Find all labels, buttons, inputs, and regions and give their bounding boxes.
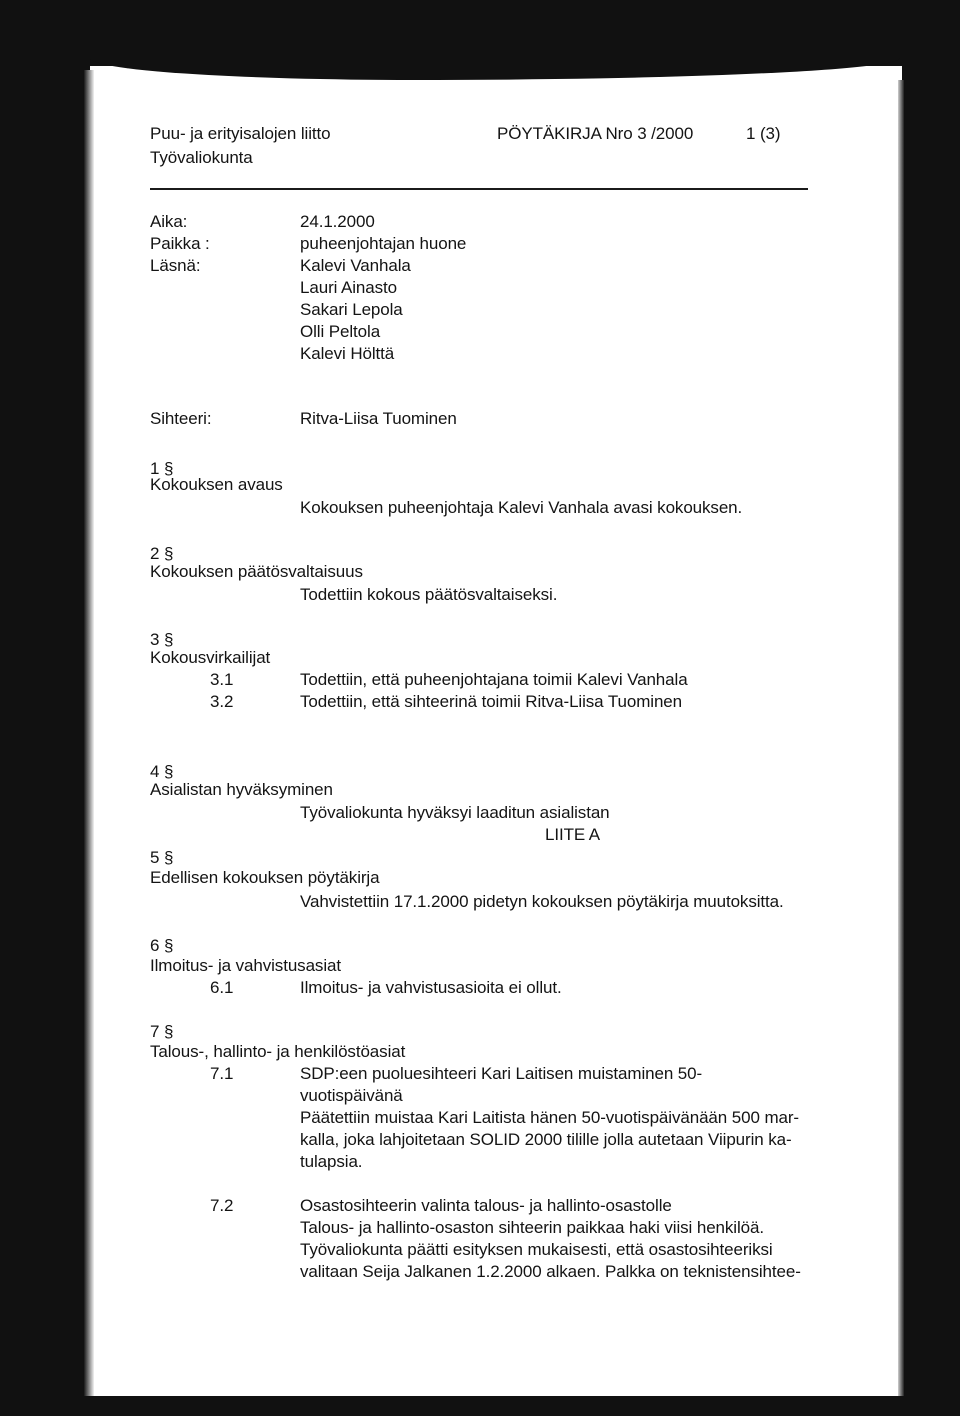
- section-5-title: Edellisen kokouksen pöytäkirja: [150, 868, 380, 887]
- page-number: 1 (3): [746, 124, 781, 143]
- section-1-number: 1 §: [150, 459, 174, 478]
- section-7-number: 7 §: [150, 1022, 174, 1041]
- section-1-text: Kokouksen puheenjohtaja Kalevi Vanhala avasi kokouksen.: [300, 498, 743, 517]
- paikka-value: puheenjohtajan huone: [300, 234, 467, 253]
- item-3-1-text: Todettiin, että puheenjohtajana toimii Kalevi Vanhala: [300, 670, 688, 689]
- section-1-title: Kokouksen avaus: [150, 475, 283, 494]
- attendee: Kalevi Vanhala: [300, 256, 411, 275]
- attendee: Sakari Lepola: [300, 300, 403, 319]
- attachment-label: LIITE A: [545, 825, 601, 844]
- sihteeri-label: Sihteeri:: [150, 409, 212, 428]
- aika-label: Aika:: [150, 212, 188, 231]
- section-5-text: Vahvistettiin 17.1.2000 pidetyn kokouksen pöytäkirja muutoksitta.: [300, 892, 784, 911]
- section-2-text: Todettiin kokous päätösvaltaiseksi.: [300, 585, 558, 604]
- section-3-number: 3 §: [150, 630, 174, 649]
- section-3-title: Kokousvirkailijat: [150, 648, 271, 667]
- section-6-title: Ilmoitus- ja vahvistusasiat: [150, 956, 341, 975]
- header-dept: Työvaliokunta: [150, 148, 253, 167]
- item-7-1-line: tulapsia.: [300, 1152, 363, 1171]
- paikka-label: Paikka :: [150, 234, 210, 253]
- section-7-title: Talous-, hallinto- ja henkilöstöasiat: [150, 1042, 406, 1061]
- item-7-1-number: 7.1: [210, 1064, 234, 1083]
- scan-border-top: [0, 0, 960, 66]
- header-org: Puu- ja erityisalojen liitto: [150, 124, 331, 143]
- item-3-2-text: Todettiin, että sihteerinä toimii Ritva-Liisa Tuominen: [300, 692, 683, 711]
- scan-border-bottom: [0, 1396, 960, 1416]
- section-4-text: Työvaliokunta hyväksyi laaditun asialistan: [300, 803, 610, 822]
- sihteeri-value: Ritva-Liisa Tuominen: [300, 409, 457, 428]
- scan-shadow-right: [898, 80, 904, 1416]
- lasna-label: Läsnä:: [150, 256, 201, 275]
- section-2-title: Kokouksen päätösvaltaisuus: [150, 562, 363, 581]
- scan-border-right: [902, 0, 960, 1416]
- header-divider: [150, 188, 808, 190]
- scan-border-left: [0, 0, 90, 1416]
- document-title: PÖYTÄKIRJA Nro 3 /2000: [497, 124, 694, 143]
- scan-border-top-edge: [90, 58, 900, 80]
- item-7-1-line: SDP:een puoluesihteeri Kari Laitisen muistaminen 50-: [300, 1064, 703, 1083]
- item-3-1-number: 3.1: [210, 670, 234, 689]
- item-7-2-line: Työvaliokunta päätti esityksen mukaisesti, että osastosihteeriksi: [300, 1240, 773, 1259]
- section-4-title: Asialistan hyväksyminen: [150, 780, 333, 799]
- section-4-number: 4 §: [150, 762, 174, 781]
- section-2-number: 2 §: [150, 544, 174, 563]
- item-3-2-number: 3.2: [210, 692, 234, 711]
- section-6-number: 6 §: [150, 936, 174, 955]
- item-7-2-number: 7.2: [210, 1196, 234, 1215]
- item-7-2-line: valitaan Seija Jalkanen 1.2.2000 alkaen. Palkka on teknistensihtee-: [300, 1262, 801, 1281]
- item-7-1-line: Päätettiin muistaa Kari Laitista hänen 50-vuotispäivänään 500 mar-: [300, 1108, 799, 1127]
- attendee: Kalevi Hölttä: [300, 344, 395, 363]
- item-7-1-line: vuotispäivänä: [300, 1086, 403, 1105]
- item-6-1-text: Ilmoitus- ja vahvistusasioita ei ollut.: [300, 978, 562, 997]
- item-7-2-line: Osastosihteerin valinta talous- ja hallinto-osastolle: [300, 1196, 672, 1215]
- item-7-1-line: kalla, joka lahjoitetaan SOLID 2000 tilille jolla autetaan Viipurin ka-: [300, 1130, 792, 1149]
- item-6-1-number: 6.1: [210, 978, 234, 997]
- attendee: Olli Peltola: [300, 322, 381, 341]
- scan-shadow-left: [84, 70, 94, 1416]
- item-7-2-line: Talous- ja hallinto-osaston sihteerin paikkaa haki viisi henkilöä.: [300, 1218, 764, 1237]
- attendee: Lauri Ainasto: [300, 278, 397, 297]
- aika-value: 24.1.2000: [300, 212, 375, 231]
- section-5-number: 5 §: [150, 848, 174, 867]
